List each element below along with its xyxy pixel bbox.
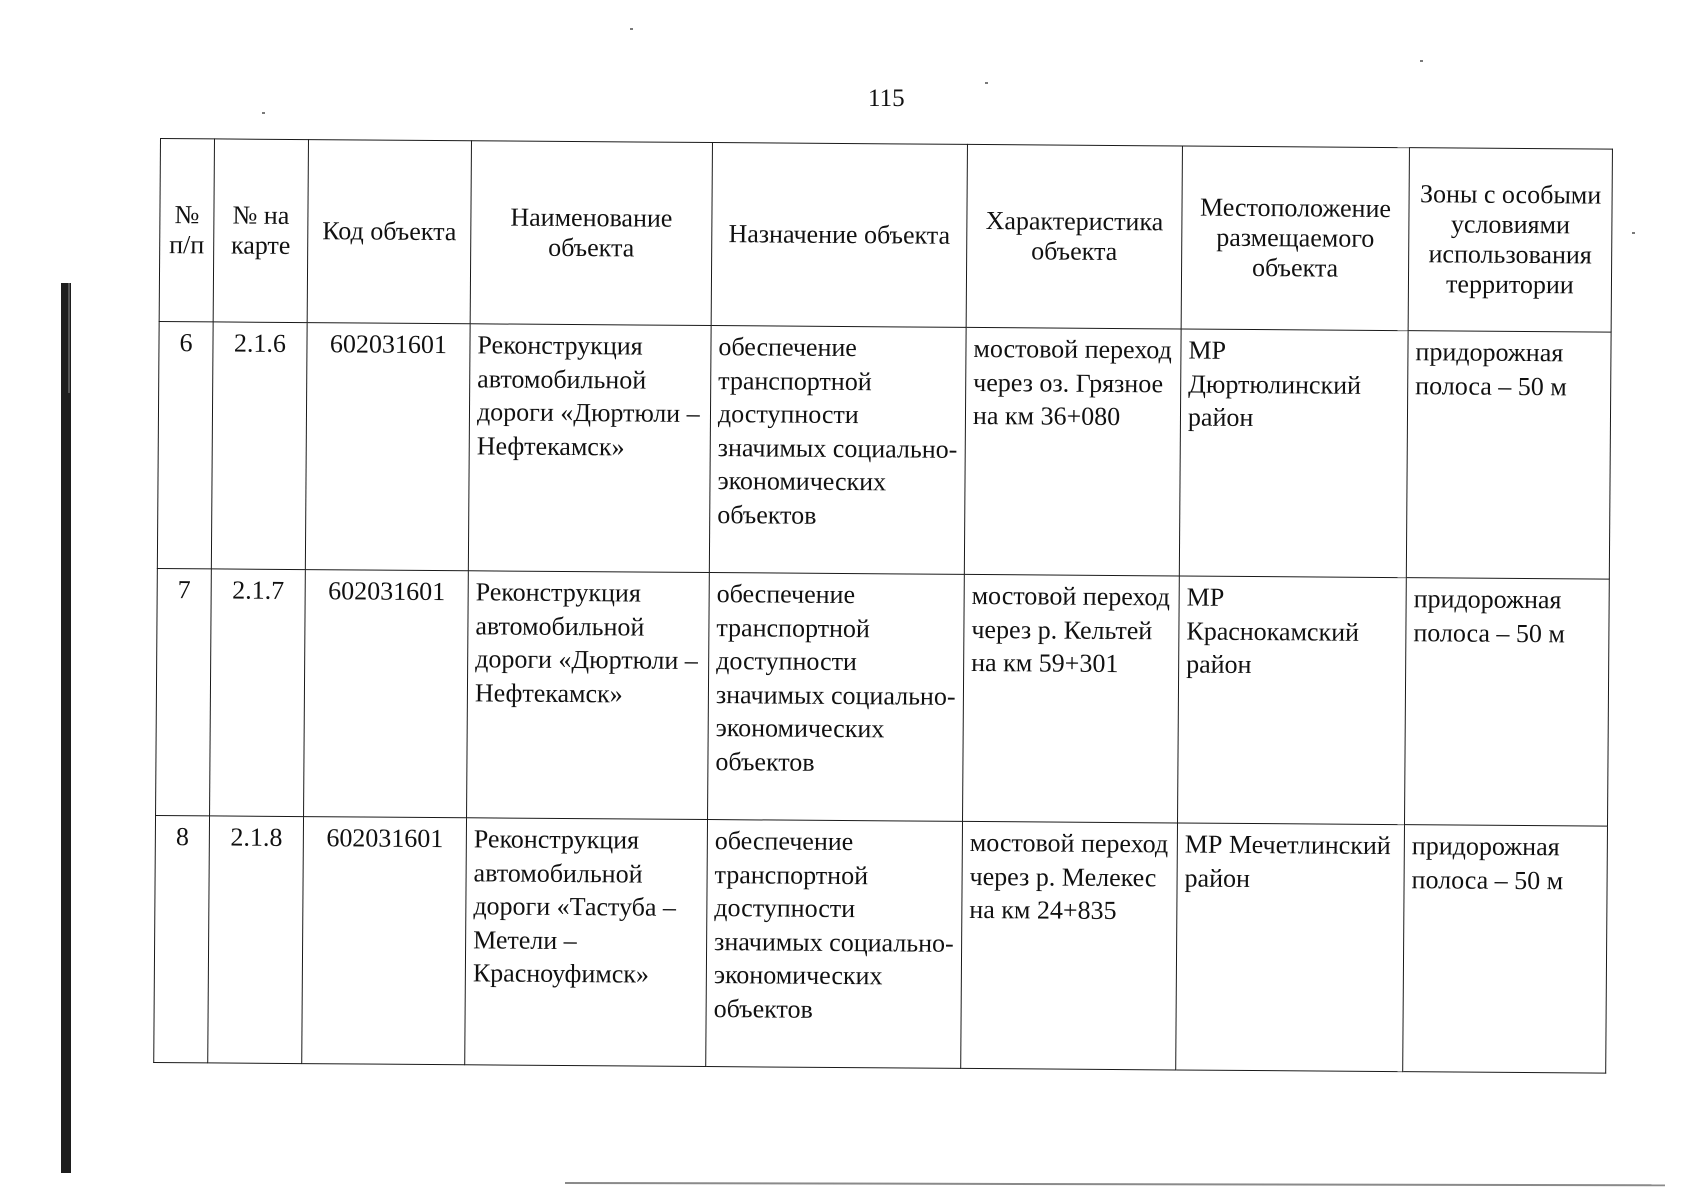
cell-code: 602031601 — [304, 570, 469, 818]
header-cell: Код объекта — [307, 140, 471, 324]
scan-speck — [1420, 60, 1423, 62]
header-cell: № п/п — [159, 139, 214, 322]
cell-name: Реконструкция автомобильной дороги «Дюртюли – Нефтекамск» — [468, 324, 711, 573]
cell-map-num: 2.1.7 — [210, 569, 306, 817]
cell-code: 602031601 — [305, 323, 470, 571]
header-cell: Зоны с особыми условиями использования территории — [1408, 148, 1612, 332]
cell-code: 602031601 — [302, 817, 467, 1065]
header-cell: Местоположение размещаемого объекта — [1181, 146, 1409, 331]
cell-zones: придорожная полоса – 50 м — [1406, 331, 1611, 579]
header-cell: Назначение объекта — [711, 143, 967, 328]
header-cell: Характеристика объекта — [966, 144, 1182, 329]
cell-zones: придорожная полоса – 50 м — [1403, 825, 1608, 1073]
scan-margin-shadow — [68, 283, 70, 393]
page-number: 115 — [868, 85, 905, 112]
table-header-row — [159, 139, 1612, 333]
scan-speck — [630, 28, 633, 30]
table-container — [153, 138, 1612, 1074]
cell-name: Реконструкция автомобильной дороги «Тастуба – Метели – Красноуфимск» — [465, 818, 708, 1067]
table-row — [156, 568, 1610, 826]
cell-purpose: обеспечение транспортной доступности значимых социально-экономических объектов — [709, 326, 966, 575]
cell-location: МР Мечетлинский район — [1176, 823, 1405, 1072]
cell-zones: придорожная полоса – 50 м — [1405, 578, 1610, 826]
cell-characteristic: мостовой переход через р. Кельтей на км 59+301 — [963, 574, 1180, 823]
scan-bottom-rule — [565, 1182, 1665, 1186]
table-row — [154, 815, 1608, 1073]
scan-speck — [1632, 232, 1635, 234]
cell-num: 7 — [156, 568, 212, 815]
cell-location: МР Краснокамский район — [1178, 576, 1407, 825]
cell-num: 8 — [154, 815, 210, 1062]
cell-map-num: 2.1.6 — [211, 322, 307, 570]
cell-characteristic: мостовой переход через р. Мелекес на км 24+835 — [961, 821, 1178, 1070]
header-cell: № на карте — [213, 139, 308, 323]
scan-speck — [985, 82, 988, 84]
cell-name: Реконструкция автомобильной дороги «Дюртюли – Нефтекамск» — [467, 571, 710, 820]
cell-num: 6 — [157, 321, 213, 568]
cell-map-num: 2.1.8 — [208, 816, 304, 1064]
cell-location: МР Дюртюлинский район — [1179, 329, 1408, 578]
table-row — [157, 321, 1611, 579]
cell-characteristic: мостовой переход через оз. Грязное на км 36+080 — [964, 327, 1181, 576]
scan-speck — [262, 112, 265, 114]
header-cell: Наименование объекта — [470, 141, 712, 326]
cell-purpose: обеспечение транспортной доступности значимых социально-экономических объектов — [706, 820, 963, 1069]
scan-margin-bar — [61, 283, 71, 1173]
cell-purpose: обеспечение транспортной доступности значимых социально-экономических объектов — [708, 573, 965, 822]
objects-table — [153, 138, 1613, 1074]
